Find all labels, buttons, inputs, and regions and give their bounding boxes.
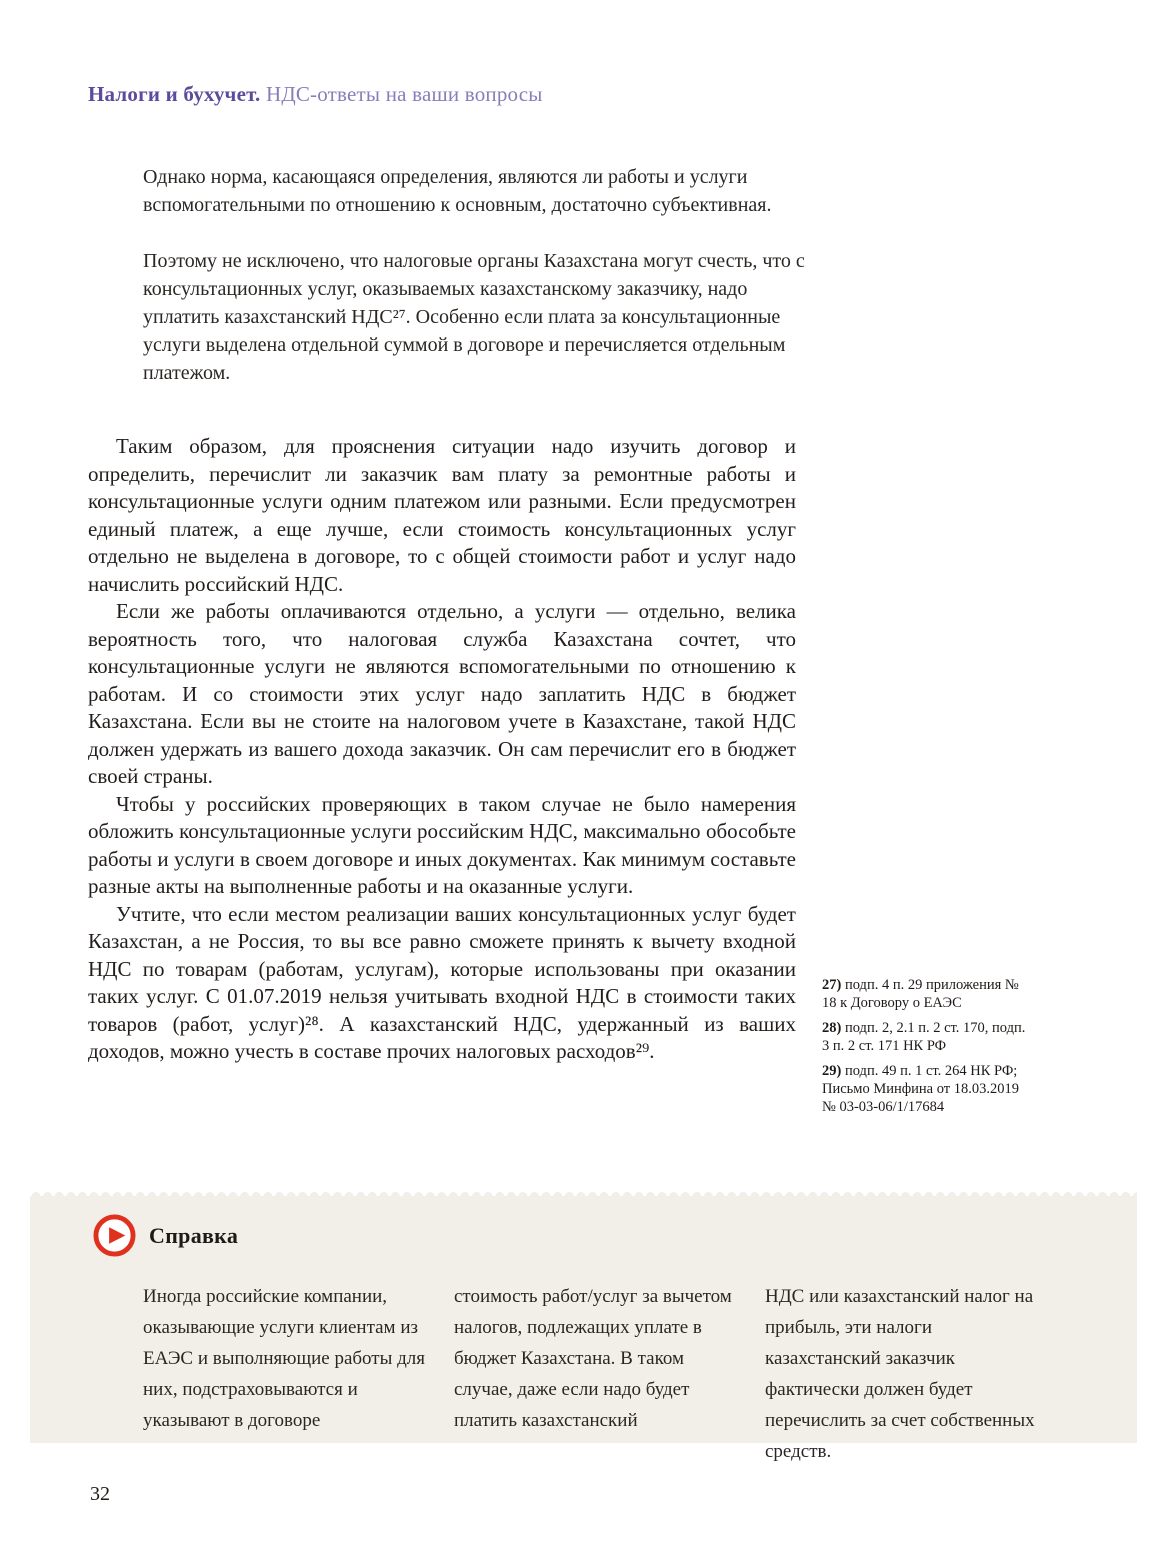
- reference-column: НДС или казахстанский налог на прибыль, эти налоги казахстанский заказчик фактически должен будет перечислить за счет собственных средств.: [765, 1286, 1035, 1462]
- section-title: НДС-ответы на ваши вопросы: [260, 82, 543, 106]
- reference-column: стоимость работ/услуг за вычетом налогов, подлежащих уплате в бюджет Казахстана. В таком случае, даже если надо будет платить казахстанский: [454, 1286, 732, 1431]
- footnote-text: подп. 4 п. 29 приложения № 18 к Договору о ЕАЭС: [822, 977, 1019, 1011]
- footnotes-sidebar: [822, 976, 1036, 1123]
- body-paragraph: Таким образом, для прояснения ситуации надо изучить договор и определить, перечислит ли заказчик вам плату за ремонтные работы и консультационные услуги одним платежом или разными. Если предусмотрен единый платеж, а еще лучше, если стоимость консультационных услуг отдельно не выделена в договоре, то с общей стоимости работ и услуг надо начислить российский НДС.: [88, 434, 796, 596]
- footnote-number: 29): [822, 1063, 842, 1079]
- footnote-number: 28): [822, 1020, 842, 1036]
- footnote-28: [822, 1019, 1036, 1055]
- footnote-number: 27): [822, 977, 842, 993]
- body-paragraph: Учтите, что если местом реализации ваших консультационных услуг будет Казахстан, а не Россия, то вы все равно сможете принять к вычету входной НДС по товарам (работам, услугам), которые использованы при оказании таких услуг. С 01.07.2019 нельзя учитывать входной НДС в стоимости таких товаров (работ, услуг)²⁸. А казахстанский НДС, удержанный из ваших доходов, можно учесть в составе прочих налоговых расходов²⁹.: [88, 901, 796, 1063]
- article-body: [88, 433, 796, 1066]
- footnote-29: [822, 1062, 1036, 1116]
- reference-box: [30, 1196, 1137, 1462]
- footnote-text: подп. 49 п. 1 ст. 264 НК РФ; Письмо Минфина от 18.03.2019 № 03-03-06/1/17684: [822, 1063, 1019, 1115]
- page-number: 32: [90, 1483, 110, 1505]
- quote-block: [143, 163, 811, 415]
- magazine-title: Налоги и бухучет.: [88, 82, 261, 106]
- quote-paragraph: Однако норма, касающаяся определения, являются ли работы и услуги вспомогательными по отношению к основным, достаточно субъективная.: [143, 166, 772, 216]
- reference-column: Иногда российские компании, оказывающие услуги клиентам из ЕАЭС и выполняющие работы для них, подстраховываются и указывают в договоре: [143, 1286, 426, 1431]
- running-head: [88, 82, 543, 106]
- footnote-27: [822, 976, 1036, 1012]
- body-paragraph: Чтобы у российских проверяющих в таком случае не было намерения обложить консультационные услуги российским НДС, максимально обособьте работы и услуги в своем договоре и иных документах. Как минимум составьте разные акты на выполненные работы и на оказанные услуги.: [88, 791, 796, 898]
- quote-paragraph: Поэтому не исключено, что налоговые органы Казахстана могут счесть, что с консультационных услуг, оказываемых казахстанскому заказчику, надо уплатить казахстанский НДС²⁷. Особенно если плата за консультационные услуги выделена отдельной суммой в договоре и перечисляется отдельным платежом.: [143, 250, 805, 384]
- footnote-text: подп. 2, 2.1 п. 2 ст. 170, подп. 3 п. 2 ст. 171 НК РФ: [822, 1020, 1026, 1054]
- play-icon: [93, 1214, 136, 1257]
- reference-box-header: [93, 1214, 238, 1257]
- reference-box-title: Справка: [149, 1222, 239, 1248]
- body-paragraph: Если же работы оплачиваются отдельно, а услуги — отдельно, велика вероятность того, что налоговая служба Казахстана сочтет, что консультационные услуги не являются вспомогательными по отношению к работам. И со стоимости этих услуг надо заплатить НДС в бюджет Казахстана. Если вы не стоите на налоговом учете в Казахстане, такой НДС должен удержать из вашего дохода заказчик. Он сам перечислит его в бюджет своей страны.: [88, 599, 796, 788]
- reference-box-columns: [143, 1281, 1072, 1467]
